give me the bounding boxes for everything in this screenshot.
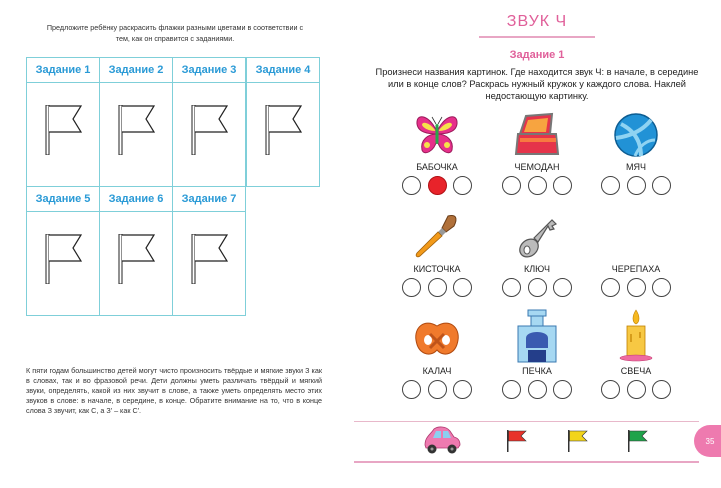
circle-end[interactable] xyxy=(652,278,671,297)
flag-outline-icon xyxy=(191,105,231,155)
paintbrush-icon xyxy=(412,212,462,262)
word-label: ПЕЧКА xyxy=(522,366,552,376)
circle-middle[interactable] xyxy=(627,278,646,297)
sound-position-circles xyxy=(502,278,572,298)
circle-beginning[interactable] xyxy=(601,380,620,399)
circle-beginning[interactable] xyxy=(402,176,421,195)
circle-middle[interactable] xyxy=(528,278,547,297)
word-item-pechka xyxy=(487,308,587,403)
footer-band-bottom xyxy=(354,461,699,463)
circle-end[interactable] xyxy=(652,176,671,195)
word-label: КЛЮЧ xyxy=(524,264,550,274)
circle-middle[interactable] xyxy=(428,380,447,399)
circle-end[interactable] xyxy=(453,176,472,195)
circle-middle[interactable] xyxy=(627,380,646,399)
parent-note: К пяти годам большинство детей могут чисто произносить твёрдые и мягкие звуки З как в словах, так и во фразовой речи. Дети должны уметь различать твёрдый и мягкий звуки, определять, какой из них звучит в слове, а также уметь определять место этих звуков в слове: в начале, в середине, в конце. Обратите внимание на то, что в конце слова З звучит, как С, а З' – как С'. xyxy=(26,366,322,415)
circle-middle[interactable] xyxy=(528,176,547,195)
task-cell-label: Задание 3 xyxy=(173,58,245,83)
word-item-kistochka xyxy=(387,212,487,307)
sound-position-circles xyxy=(502,380,572,400)
word-item-myach xyxy=(586,110,686,205)
sound-position-circles xyxy=(601,278,671,298)
circle-middle[interactable] xyxy=(528,380,547,399)
flag-outline-icon xyxy=(265,105,305,155)
intro-text: Предложите ребёнку раскрасить флажки разными цветами в соответствии с тем, как он справится с заданиями. xyxy=(46,23,304,43)
footer-band-top xyxy=(354,421,699,422)
right-page xyxy=(352,0,721,488)
circle-end[interactable] xyxy=(652,380,671,399)
car-icon xyxy=(422,425,462,455)
butterfly-icon xyxy=(412,110,462,160)
task-cell-6[interactable] xyxy=(99,186,173,316)
sound-position-circles xyxy=(402,176,472,196)
task-cell-label: Задание 1 xyxy=(27,58,99,83)
word-item-chemodan xyxy=(487,110,587,205)
word-label: КИСТОЧКА xyxy=(413,264,461,274)
pretzel-icon xyxy=(412,314,462,364)
task-cell-label: Задание 6 xyxy=(100,187,172,212)
word-item-svecha xyxy=(586,308,686,403)
sound-position-circles xyxy=(601,176,671,196)
circle-end[interactable] xyxy=(553,278,572,297)
page-number: 35 xyxy=(694,425,721,457)
word-label: ЧЕРЕПАХА xyxy=(611,264,661,274)
sticker-placeholder[interactable] xyxy=(611,212,661,262)
flag-outline-icon xyxy=(191,234,231,284)
sound-position-circles xyxy=(402,278,472,298)
circle-end[interactable] xyxy=(453,278,472,297)
word-label: БАБОЧКА xyxy=(416,162,458,172)
task-cell-label: Задание 5 xyxy=(27,187,99,212)
word-label: КАЛАЧ xyxy=(422,366,452,376)
title-underline xyxy=(479,36,595,38)
circle-middle[interactable] xyxy=(428,278,447,297)
word-item-babochka xyxy=(387,110,487,205)
sound-position-circles xyxy=(601,380,671,400)
circle-beginning[interactable] xyxy=(502,278,521,297)
flag-outline-icon xyxy=(45,234,85,284)
word-label: ЧЕМОДАН xyxy=(514,162,560,172)
word-label: СВЕЧА xyxy=(620,366,652,376)
circle-beginning[interactable] xyxy=(502,176,521,195)
circle-beginning[interactable] xyxy=(402,380,421,399)
word-item-klyuch xyxy=(487,212,587,307)
circle-end[interactable] xyxy=(453,380,472,399)
task-cell-label: Задание 7 xyxy=(173,187,245,212)
task-cell-3[interactable] xyxy=(172,57,246,187)
circle-end[interactable] xyxy=(553,380,572,399)
circle-beginning[interactable] xyxy=(601,176,620,195)
flag-outline-icon xyxy=(118,234,158,284)
task-cell-label: Задание 4 xyxy=(247,58,319,83)
task-cell-4[interactable] xyxy=(246,57,320,187)
sound-position-circles xyxy=(402,380,472,400)
flag-outline-icon xyxy=(118,105,158,155)
task-cell-1[interactable] xyxy=(26,57,100,187)
circle-middle[interactable] xyxy=(428,176,447,195)
task-cell-2[interactable] xyxy=(99,57,173,187)
circle-beginning[interactable] xyxy=(601,278,620,297)
suitcase-icon xyxy=(512,110,562,160)
task-cell-7[interactable] xyxy=(172,186,246,316)
ball-icon xyxy=(611,110,661,160)
left-page xyxy=(0,0,348,488)
word-item-kalach xyxy=(387,314,487,409)
circle-beginning[interactable] xyxy=(502,380,521,399)
circle-end[interactable] xyxy=(553,176,572,195)
sound-position-circles xyxy=(502,176,572,196)
circle-middle[interactable] xyxy=(627,176,646,195)
word-item-cherepakha xyxy=(586,212,686,307)
task-cell-5[interactable] xyxy=(26,186,100,316)
task-title: Задание 1 xyxy=(509,49,565,61)
green-flag-icon xyxy=(627,430,649,452)
word-label: МЯЧ xyxy=(626,162,646,172)
key-icon xyxy=(512,212,562,262)
instructions: Произнеси названия картинок. Где находится звук Ч: в начале, в середине или в конце слов? Раскрась нужный кружок у каждого слова. Наклей недостающую картинку. xyxy=(375,67,699,101)
page-title: ЗВУК Ч xyxy=(506,13,568,30)
task-cell-label: Задание 2 xyxy=(100,58,172,83)
candle-icon xyxy=(611,308,661,364)
flag-outline-icon xyxy=(45,105,85,155)
yellow-flag-icon xyxy=(567,430,589,452)
red-flag-icon xyxy=(506,430,528,452)
stove-icon xyxy=(512,308,562,364)
circle-beginning[interactable] xyxy=(402,278,421,297)
